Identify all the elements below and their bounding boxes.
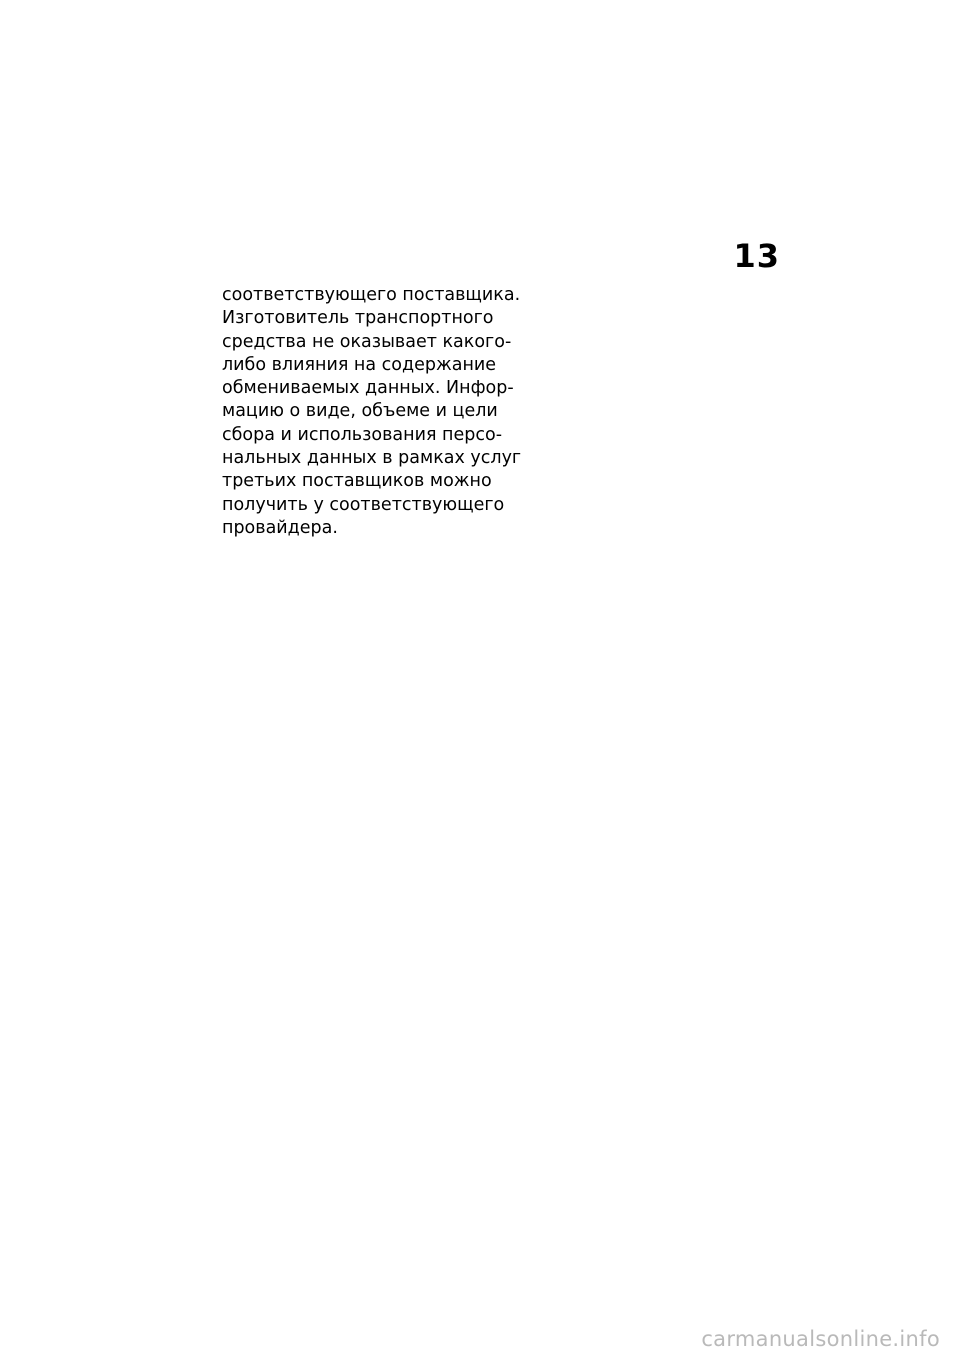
text-line: либо влияния на содержание [222, 354, 497, 375]
text-line: средства не оказывает какого- [222, 331, 512, 352]
text-line: получить у соответствующего [222, 494, 505, 515]
text-line: обмениваемых данных. Инфор- [222, 378, 514, 399]
text-line: сбора и использования персо- [222, 424, 503, 445]
page-number: 13 [733, 237, 780, 275]
text-line: нальных данных в рамках услуг [222, 448, 522, 469]
text-line: провайдера. [222, 517, 338, 538]
body-paragraph [222, 284, 522, 540]
text-line: третьих поставщиков можно [222, 471, 492, 492]
text-line: мацию о виде, объеме и цели [222, 401, 498, 422]
text-line: соответствующего поставщика. [222, 285, 521, 305]
text-line: Изготовитель транспортного [222, 308, 494, 329]
watermark-text: carmanualsonline.info [701, 1327, 940, 1351]
